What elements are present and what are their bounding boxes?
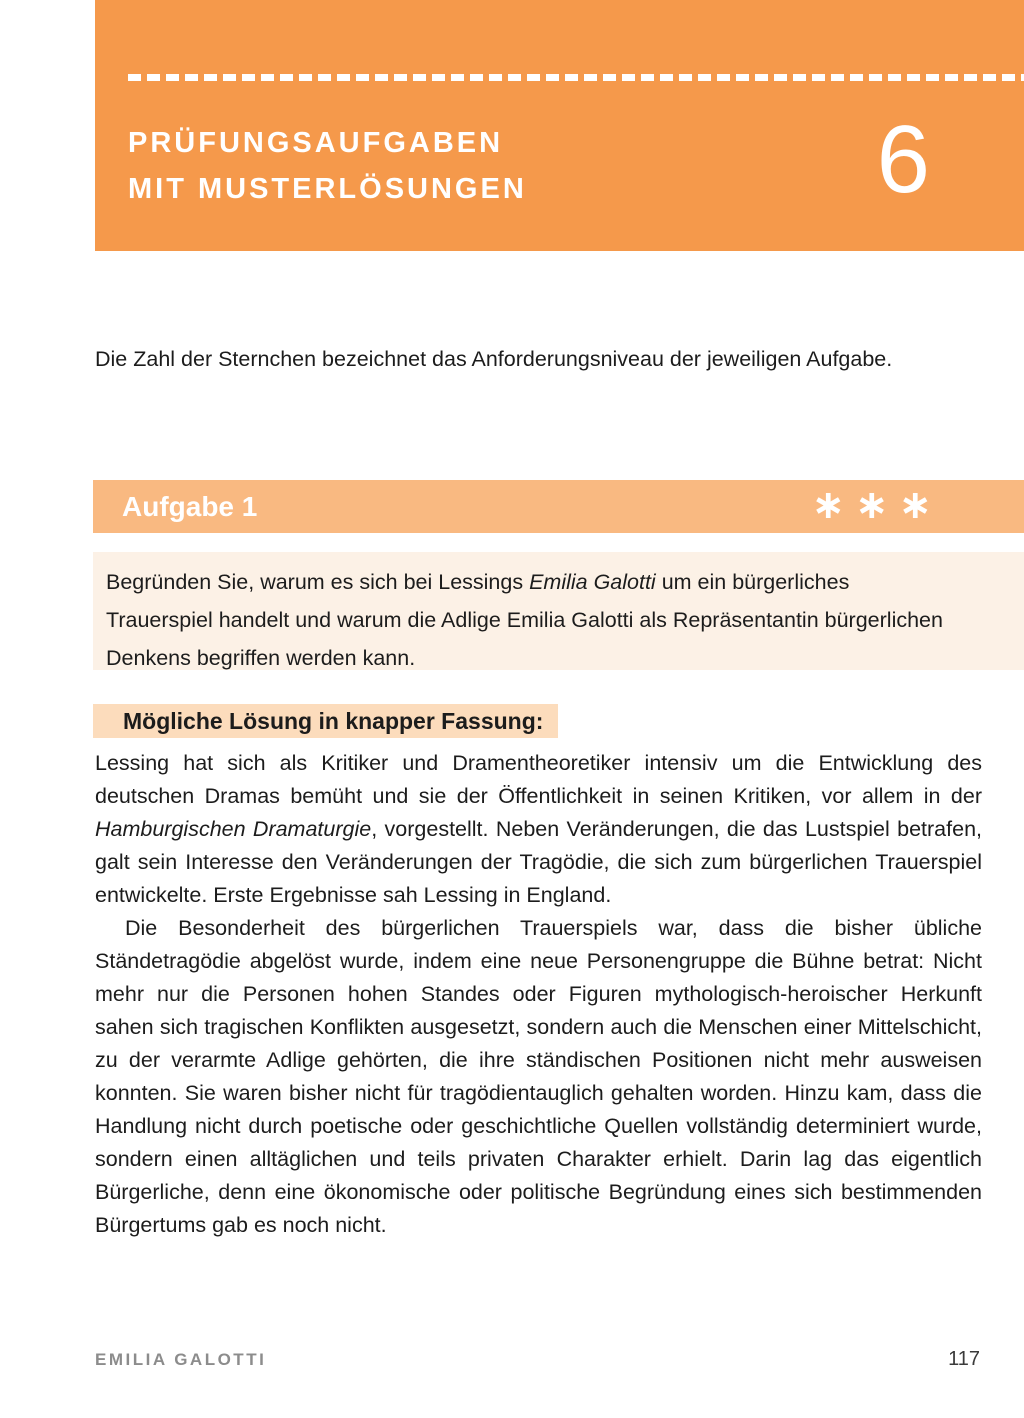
solution-text	[95, 747, 982, 1242]
chapter-number: 6	[876, 106, 930, 213]
italic-text-segment: Emilia Galotti	[529, 570, 656, 594]
text-segment: Die Besonderheit des bürgerlichen Trauerspiels war, dass die bisher übliche Ständetragödie abgelöst wurde, indem eine neue Personengruppe die Bühne betrat: Nicht mehr nur die Personen hohen Standes oder Figuren mythologisch-heroischer Herkunft sahen sich tragischen Konflikten ausgesetzt, sondern auch die Menschen einer Mittelschicht, zu der verarmte Adlige gehörten, die ihre ständischen Positionen nicht mehr ausweisen konnten. Sie waren bisher nicht für tragödientauglich gehalten worden. Hinzu kam, dass die Handlung nicht durch poetische oder geschichtliche Quellen vollständig determiniert wurde, sondern einen alltäglichen und teils privaten Charakter erhielt. Darin lag das eigentlich Bürgerliche, denn eine ökonomische oder politische Begründung eines sich bestimmenden Bürgertums gab es noch nicht.	[95, 916, 982, 1237]
italic-text-segment: Hamburgischen Dramaturgie	[95, 817, 372, 841]
paragraph	[95, 912, 982, 1242]
dashed-divider-line	[128, 74, 1024, 81]
text-segment: , vorgestellt. Neben Veränderungen, die das Lustspiel betrafen, galt sein Interesse den Veränderungen der Tragödie, die sich zum bürgerlichen Trauerspiel entwickelte. Erste Ergebnisse sah Lessing in England.	[95, 817, 983, 907]
footer-page-number: 117	[948, 1348, 980, 1370]
task-prompt-text	[93, 552, 1024, 677]
task-header-bar	[93, 480, 1024, 533]
paragraph	[95, 747, 982, 912]
chapter-banner	[95, 0, 1024, 251]
text-segment: um ein bürgerliches Trauerspiel handelt und warum die Adlige Emilia Galotti als Repräsentantin bürgerlichen Denkens begriffen werden kann.	[106, 570, 943, 670]
chapter-title	[128, 120, 527, 212]
task-prompt-box	[93, 552, 1024, 670]
text-segment: Lessing hat sich als Kritiker und Dramentheoretiker intensiv um die Entwicklung des deutschen Dramas bemüht und sie der Öffentlichkeit in seinen Kritiken, vor allem in der	[95, 751, 982, 808]
task-title: Aufgabe 1	[122, 491, 258, 522]
footer-book-title: EMILIA GALOTTI	[95, 1350, 267, 1369]
chapter-title-line1: PRÜFUNGSAUFGABEN	[128, 127, 504, 159]
difficulty-stars: ∗∗∗	[811, 482, 942, 528]
solution-label: Mögliche Lösung in knapper Fassung:	[93, 704, 558, 738]
chapter-title-line2: MIT MUSTERLÖSUNGEN	[128, 173, 527, 205]
text-segment: Begründen Sie, warum es sich bei Lessings	[106, 570, 530, 594]
intro-note: Die Zahl der Sternchen bezeichnet das Anforderungsniveau der jeweiligen Aufgabe.	[95, 347, 893, 371]
